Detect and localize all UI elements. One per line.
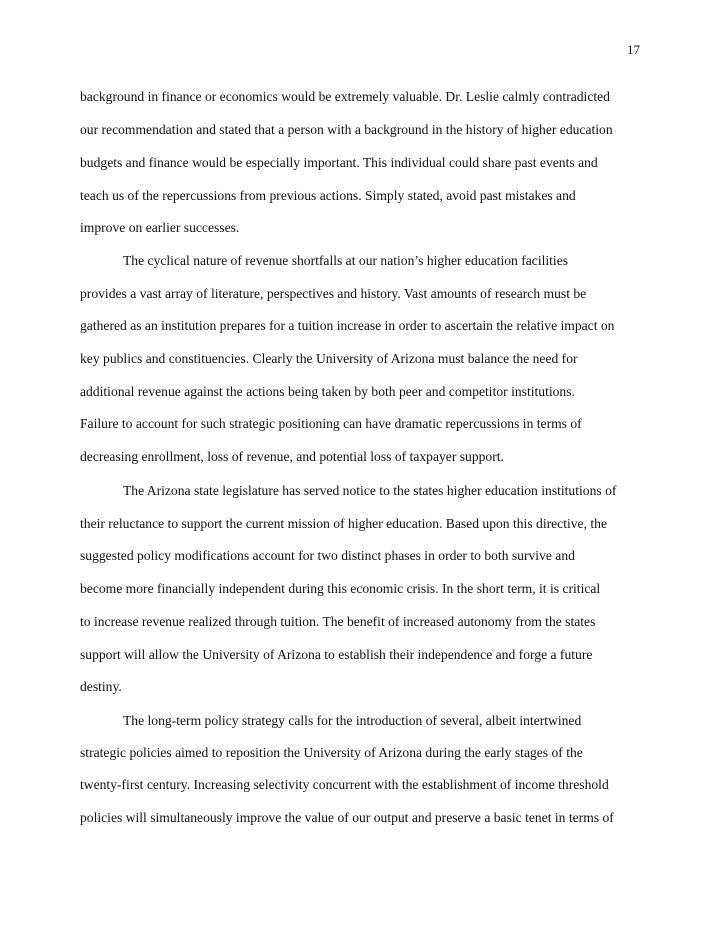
text-line: destiny. xyxy=(80,679,122,694)
text-line: policies will simultaneously improve the value of our output and preserve a basic tenet in terms of xyxy=(80,810,614,825)
text-line: key publics and constituencies. Clearly the University of Arizona must balance the need for xyxy=(80,351,578,366)
text-line: gathered as an institution prepares for a tuition increase in order to ascertain the relative impact on xyxy=(80,318,615,333)
text-line: suggested policy modifications account for two distinct phases in order to both survive and xyxy=(80,548,575,563)
text-line: decreasing enrollment, loss of revenue, and potential loss of taxpayer support. xyxy=(80,449,504,464)
text-line: budgets and finance would be especially important. This individual could share past events and xyxy=(80,155,598,170)
text-line: to increase revenue realized through tuition. The benefit of increased autonomy from the states xyxy=(80,614,596,629)
text-line: additional revenue against the actions being taken by both peer and competitor institutions. xyxy=(80,384,575,399)
paragraph-first-line: The Arizona state legislature has served notice to the states higher education institutions of xyxy=(123,483,617,498)
text-line: strategic policies aimed to reposition the University of Arizona during the early stages of the xyxy=(80,745,583,760)
text-line: teach us of the repercussions from previous actions. Simply stated, avoid past mistakes and xyxy=(80,188,576,203)
text-line: improve on earlier successes. xyxy=(80,220,240,235)
text-line: our recommendation and stated that a person with a background in the history of higher education xyxy=(80,122,613,137)
text-line: provides a vast array of literature, perspectives and history. Vast amounts of research must be xyxy=(80,286,587,301)
paragraph-first-line: The cyclical nature of revenue shortfalls at our nation’s higher education facilities xyxy=(123,253,569,268)
text-line: background in finance or economics would be extremely valuable. Dr. Leslie calmly contradicted xyxy=(80,89,610,104)
text-line: support will allow the University of Arizona to establish their independence and forge a future xyxy=(80,647,593,662)
text-line: Failure to account for such strategic positioning can have dramatic repercussions in terms of xyxy=(80,416,582,431)
text-line: their reluctance to support the current mission of higher education. Based upon this directive, the xyxy=(80,516,607,531)
text-line: become more financially independent during this economic crisis. In the short term, it is critical xyxy=(80,581,601,596)
page-number: 17 xyxy=(627,42,640,57)
text-line: twenty-first century. Increasing selectivity concurrent with the establishment of income threshold xyxy=(80,777,609,792)
paragraph-first-line: The long-term policy strategy calls for the introduction of several, albeit intertwined xyxy=(123,713,582,728)
